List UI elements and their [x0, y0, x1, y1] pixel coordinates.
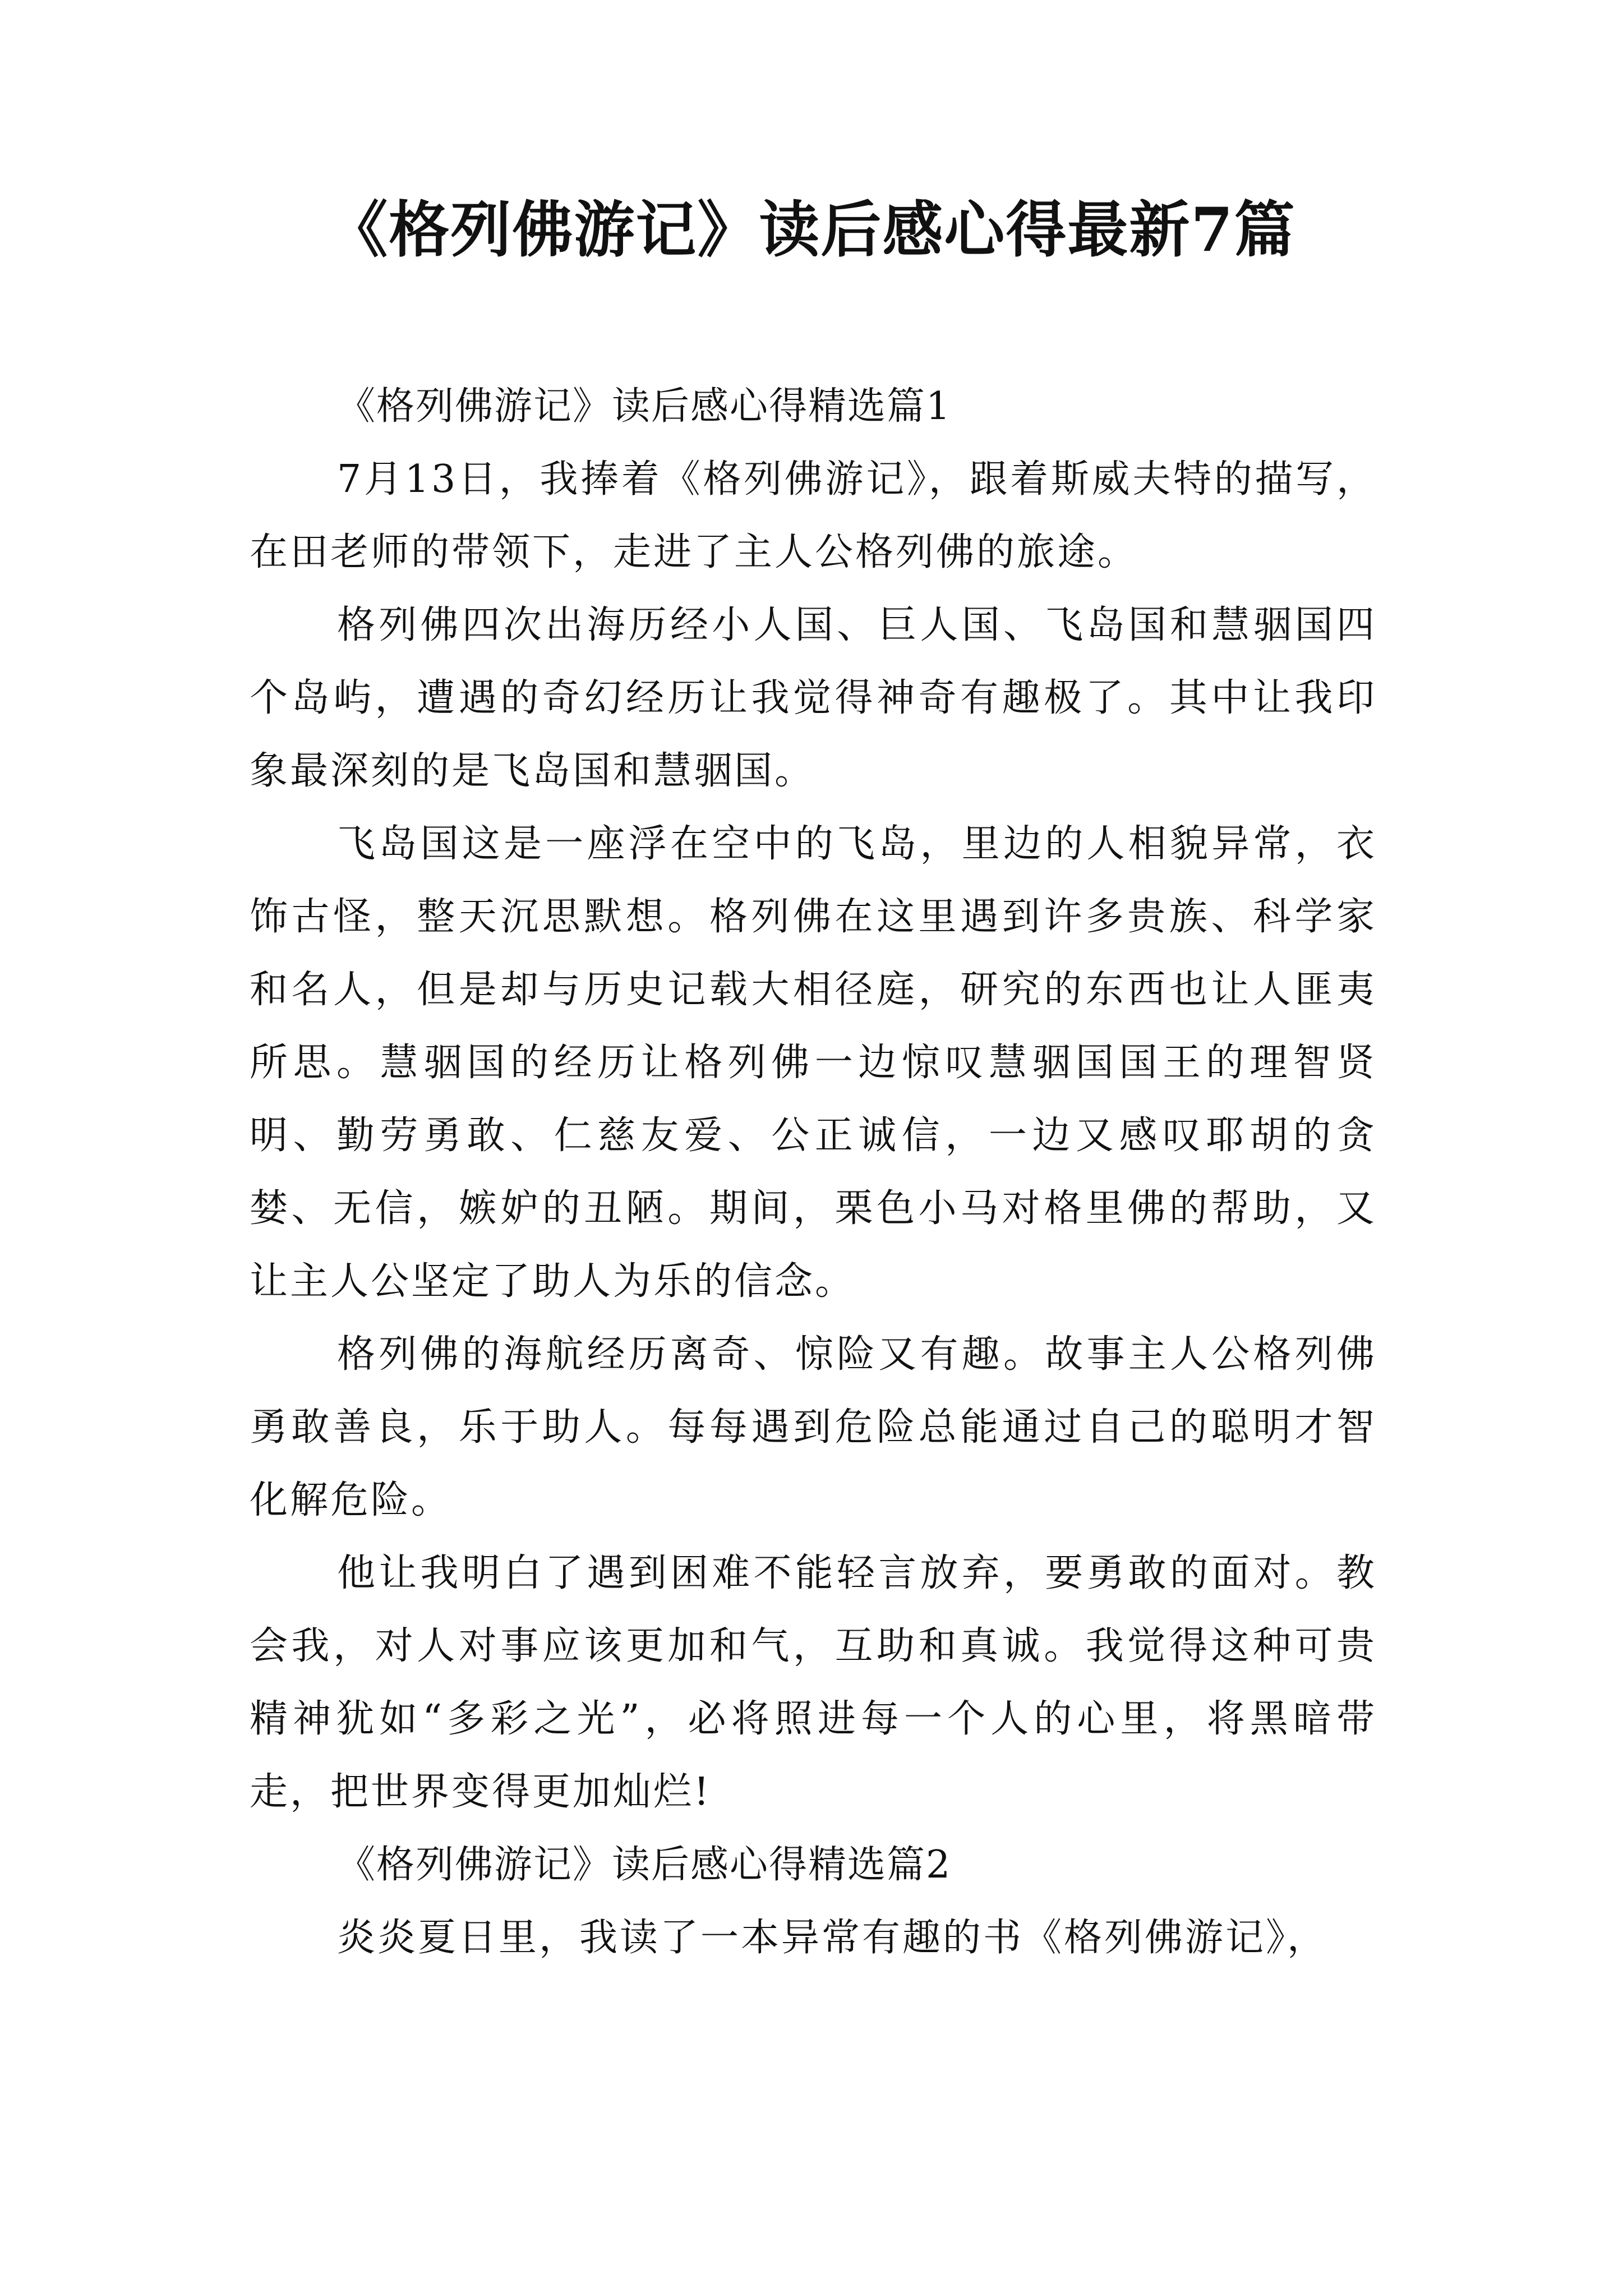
- paragraph: 他让我明白了遇到困难不能轻言放弃，要勇敢的面对。教会我，对人对事应该更加和气，互助和真诚。我觉得这种可贵精神犹如“多彩之光”，必将照进每一个人的心里，将黑暗带走，把世界变得更加灿烂!: [250, 1551, 1377, 1814]
- document-body: [250, 370, 1377, 1975]
- paragraph: 格列佛四次出海历经小人国、巨人国、飞岛国和慧骃国四个岛屿，遭遇的奇幻经历让我觉得神奇有趣极了。其中让我印象最深刻的是飞岛国和慧骃国。: [250, 603, 1377, 793]
- paragraph: 格列佛的海航经历离奇、惊险又有趣。故事主人公格列佛勇敢善良，乐于助人。每每遇到危险总能通过自己的聪明才智化解危险。: [250, 1332, 1377, 1522]
- paragraph: 炎炎夏日里，我读了一本异常有趣的书《格列佛游记》，: [337, 1916, 1328, 1960]
- paragraph: 飞岛国这是一座浮在空中的飞岛，里边的人相貌异常，衣饰古怪，整天沉思默想。格列佛在这里遇到许多贵族、科学家和名人，但是却与历史记载大相径庭，研究的东西也让人匪夷所思。慧骃国的经历让格列佛一边惊叹慧骃国国王的理智贤明、勤劳勇敢、仁慈友爱、公正诚信，一边又感叹耶胡的贪婪、无信，嫉妒的丑陋。期间，栗色小马对格里佛的帮助，又让主人公坚定了助人为乐的信念。: [250, 822, 1377, 1304]
- section-heading: 《格列佛游记》读后感心得精选篇2: [337, 1843, 952, 1887]
- paragraph: 7月13日，我捧着《格列佛游记》，跟着斯威夫特的描写，在田老师的带领下，走进了主人公格列佛的旅途。: [250, 457, 1377, 574]
- document-title: 《格列佛游记》读后感心得最新7篇: [327, 195, 1296, 265]
- section-heading: 《格列佛游记》读后感心得精选篇1: [337, 384, 952, 429]
